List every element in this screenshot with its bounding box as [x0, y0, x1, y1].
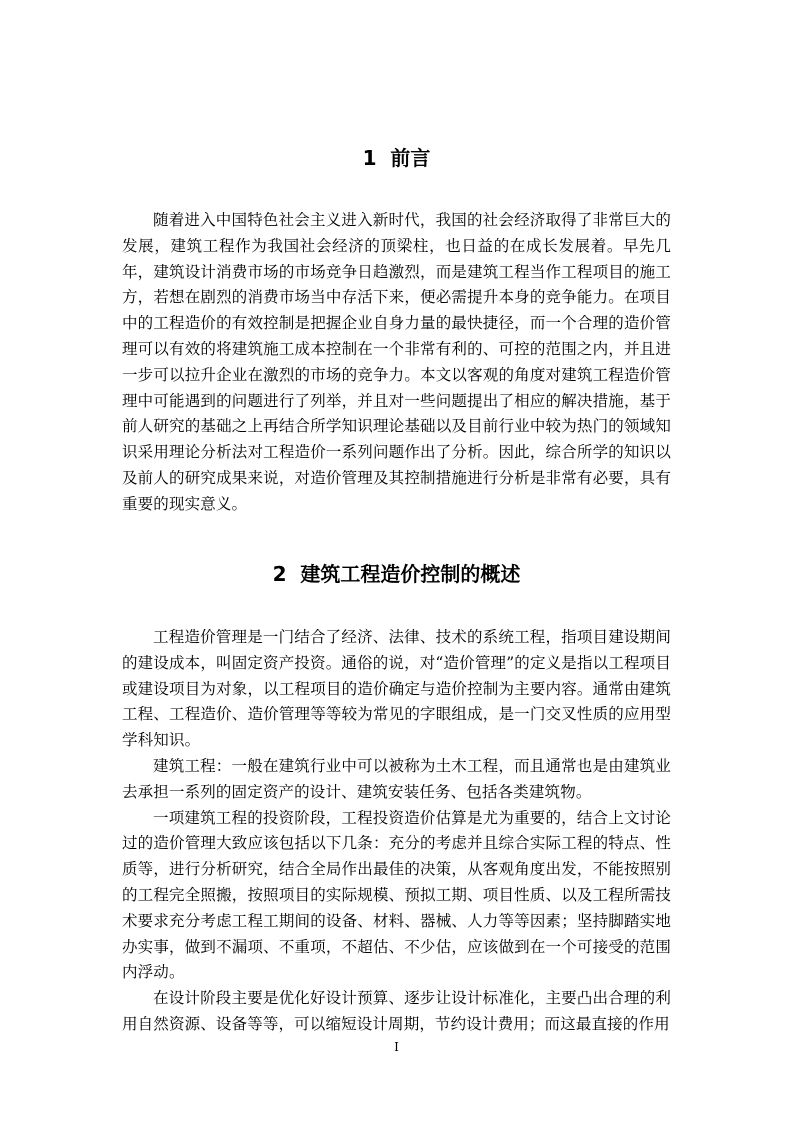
paragraph: 建筑工程：一般在建筑行业中可以被称为土木工程，而且通常也是由建筑业去承担一系列的固定资产的设计、建筑安装任务、包括各类建筑物。: [122, 756, 671, 801]
section-heading-overview: 2 建筑工程造价控制的概述: [272, 562, 521, 586]
paragraph: 随着进入中国特色社会主义进入新时代，我国的社会经济取得了非常巨大的发展，建筑工程作为我国社会经济的顶梁柱，也日益的在成长发展着。早先几年，建筑设计消费市场的市场竞争日趋激烈，而是建筑工程当作工程项目的施工方，若想在剧烈的消费市场当中存活下来，便必需提升本身的竞争能力。在项目中的工程造价的有效控制是把握企业自身力量的最快捷径，而一个合理的造价管理可以有效的将建筑施工成本控制在一个非常有利的、可控的范围之内，并且进一步可以拉升企业在激烈的市场的竞争力。本文以客观的角度对建筑工程造价管理中可能遇到的问题进行了列举，并且对一些问题提出了相应的解决措施，基于前人研究的基础之上再结合所学知识理论基础以及目前行业中较为热门的领域知识采用理论分析法对工程造价一系列问题作出了分析。因此，综合所学的知识以及前人的研究成果来说，对造价管理及其控制措施进行分析是非常有必要，具有重要的现实意义。: [122, 211, 671, 513]
paragraph: 工程造价管理是一门结合了经济、法律、技术的系统工程，指项目建设期间的建设成本，叫固定资产投资。通俗的说，对“造价管理”的定义是指以工程项目或建设项目为对象，以工程项目的造价确定与造价控制为主要内容。通常由建筑工程、工程造价、造价管理等等较为常见的字眼组成，是一门交叉性质的应用型学科知识。: [122, 628, 671, 750]
paragraph: 一项建筑工程的投资阶段，工程投资造价估算是尤为重要的，结合上文讨论过的造价管理大致应该包括以下几条：充分的考虑并且综合实际工程的特点、性质等，进行分析研究，结合全局作出最佳的决策，从客观角度出发，不能按照别的工程完全照搬，按照项目的实际规模、预拟工期、项目性质、以及工程所需技术要求充分考虑工程工期间的设备、材料、器械、人力等等因素；坚持脚踏实地办实事，做到不漏项、不重项，不超估、不少估，应该做到在一个可接受的范围内浮动。: [122, 808, 671, 982]
section-heading-preface: 1 前言: [362, 146, 431, 170]
section-body-preface: [122, 208, 671, 518]
section-body-overview: [122, 625, 671, 1038]
page-number: I: [394, 1040, 399, 1054]
paragraph: 在设计阶段主要是优化好设计预算、逐步让设计标准化，主要凸出合理的利用自然资源、设备等等，可以缩短设计周期，节约设计费用；而这最直接的作用: [122, 989, 671, 1033]
